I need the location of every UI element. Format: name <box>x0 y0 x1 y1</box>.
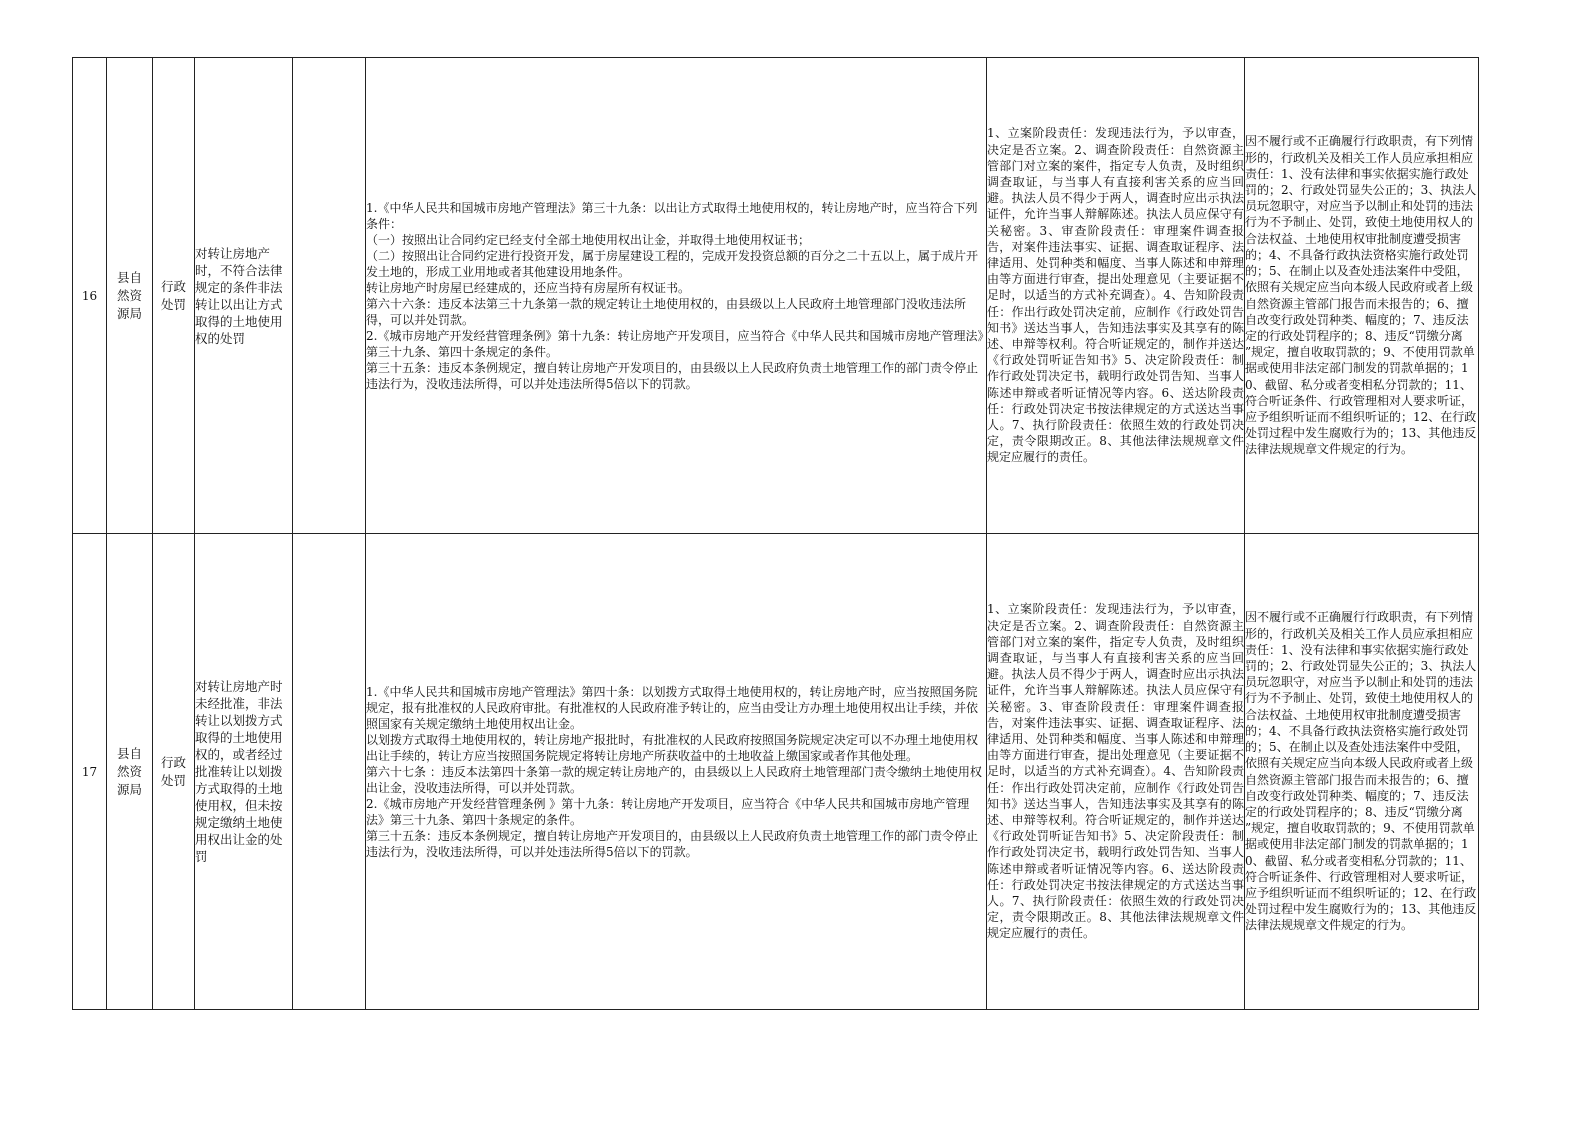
legal-basis-cell <box>366 58 987 534</box>
table-row <box>73 534 1479 1010</box>
legal-basis-line: （二）按照出让合同约定进行投资开发，属于房屋建设工程的，完成开发投资总额的百分之二十五以上，属于成片开发土地的，形成工业用地或者其他建设用地条件。 <box>366 248 979 279</box>
category-cell <box>153 58 195 534</box>
legal-basis-line: 1.《中华人民共和国城市房地产管理法》第四十条：以划拨方式取得土地使用权的，转让房地产时，应当按照国务院规定，报有批准权的人民政府审批。有批准权的人民政府准予转让的，应当由受让方办理土地使用权出让手续，并依照国家有关规定缴纳土地使用权出让金。 <box>366 684 979 731</box>
power-list-table <box>72 57 1479 1010</box>
department-cell <box>107 58 153 534</box>
accountability-cell <box>1245 534 1479 1010</box>
department-cell <box>107 534 153 1010</box>
legal-basis-line: 以划拨方式取得土地使用权的，转让房地产报批时，有批准权的人民政府按照国务院规定决定可以不办理土地使用权出让手续的，转让方应当按照国务院规定将转让房地产所获收益中的土地收益上缴国家或者作其他处理。 <box>366 732 979 763</box>
legal-basis-line: 2.《城市房地产开发经营管理条例》第十九条：转让房地产开发项目，应当符合《中华人民共和国城市房地产管理法》第三十九条、第四十条规定的条件。 <box>366 328 984 359</box>
responsibility-text: 1、立案阶段责任：发现违法行为，予以审查，决定是否立案。2、调查阶段责任：自然资源主管部门对立案的案件，指定专人负责，及时组织调查取证，与当事人有直接利害关系的应当回避。执法人员不得少于两人，调查时应出示执法证件，允许当事人辩解陈述。执法人员应保守有关秘密。3、审查阶段责任：审理案件调查报告，对案件违法事实、证据、调查取证程序、法律适用、处罚种类和幅度、当事人陈述和申辩理由等方面进行审查，提出处理意见（主要证据不足时，以适当的方式补充调查）。4、告知阶段责任：作出行政处罚决定前，应制作《行政处罚告知书》送达当事人，告知违法事实及其享有的陈述、申辩等权利。符合听证规定的，制作并送达《行政处罚听证告知书》5、决定阶段责任：制作行政处罚决定书，载明行政处罚告知、当事人陈述申辩或者听证情况等内容。6、送达阶段责任：行政处罚决定书按法律规定的方式送达当事人。7、执行阶段责任：依照生效的行政处罚决定，责令限期改正。8、其他法律法规规章文件规定应履行的责任。 <box>987 126 1244 465</box>
responsibility-cell <box>987 58 1245 534</box>
power-category: 行政处罚 <box>160 754 186 788</box>
item-name: 对转让房地产时，不符合法律规定的条件非法转让以出让方式取得的土地使用权的处罚 <box>195 245 283 346</box>
category-cell <box>153 534 195 1010</box>
row-number: 17 <box>73 534 107 1010</box>
sub-item-cell <box>293 58 366 534</box>
responsibility-text: 1、立案阶段责任：发现违法行为，予以审查，决定是否立案。2、调查阶段责任：自然资源主管部门对立案的案件，指定专人负责，及时组织调查取证，与当事人有直接利害关系的应当回避。执法人员不得少于两人，调查时应出示执法证件，允许当事人辩解陈述。执法人员应保守有关秘密。3、审查阶段责任：审理案件调查报告，对案件违法事实、证据、调查取证程序、法律适用、处罚种类和幅度、当事人陈述和申辩理由等方面进行审查，提出处理意见（主要证据不足时，以适当的方式补充调查）。4、告知阶段责任：作出行政处罚决定前，应制作《行政处罚告知书》送达当事人，告知违法事实及其享有的陈述、申辩等权利。符合听证规定的，制作并送达《行政处罚听证告知书》5、决定阶段责任：制作行政处罚决定书，载明行政处罚告知、当事人陈述申辩或者听证情况等内容。6、送达阶段责任：行政处罚决定书按法律规定的方式送达当事人。7、执行阶段责任：依照生效的行政处罚决定，责令限期改正。8、其他法律法规规章文件规定应履行的责任。 <box>987 602 1244 941</box>
legal-basis-line: 第六十六条：违反本法第三十九条第一款的规定转让土地使用权的，由县级以上人民政府土地管理部门没收违法所得，可以并处罚款。 <box>366 296 967 327</box>
legal-basis-line: 转让房地产时房屋已经建成的，还应当持有房屋所有权证书。 <box>366 280 691 295</box>
legal-basis-line: 第六十七条 ：违反本法第四十条第一款的规定转让房地产的，由县级以上人民政府土地管理部门责令缴纳土地使用权出让金，没收违法所得，可以并处罚款。 <box>366 764 982 795</box>
legal-basis-line: 第三十五条：违反本条例规定，擅自转让房地产开发项目的，由县级以上人民政府负责土地管理工作的部门责令停止违法行为，没收违法所得，可以并处违法所得5倍以下的罚款。 <box>366 828 979 859</box>
sub-item-cell <box>293 534 366 1010</box>
department-name: 县自然资源局 <box>116 745 142 797</box>
power-category: 行政处罚 <box>160 278 186 312</box>
legal-basis-line: 2.《城市房地产开发经营管理条例 》第十九条：转让房地产开发项目，应当符合《中华人民共和国城市房地产管理法》第三十九条、第四十条规定的条件。 <box>366 796 970 827</box>
legal-basis-cell <box>366 534 987 1010</box>
item-cell <box>195 534 293 1010</box>
accountability-cell <box>1245 58 1479 534</box>
legal-basis-line: 第三十五条：违反本条例规定，擅自转让房地产开发项目的，由县级以上人民政府负责土地管理工作的部门责令停止违法行为，没收违法所得，可以并处违法所得5倍以下的罚款。 <box>366 360 979 391</box>
accountability-text: 因不履行或不正确履行行政职责，有下列情形的，行政机关及相关工作人员应承担相应责任：1、没有法律和事实依据实施行政处罚的；2、行政处罚显失公正的；3、执法人员玩忽职守，对应当予以制止和处罚的违法行为不予制止、处罚，致使土地使用权人的合法权益、土地使用权审批制度遭受损害的；4、不具备行政执法资格实施行政处罚的；5、在制止以及查处违法案件中受阻，依照有关规定应当向本级人民政府或者上级自然资源主管部门报告而未报告的；6、擅自改变行政处罚种类、幅度的；7、违反法定的行政处罚程序的；8、违反“罚缴分离 ”规定，擅自收取罚款的；9、不使用罚款单据或使用非法定部门制发的罚款单据的；10、截留、私分或者变相私分罚款的；11、符合听证条件、行政管理相对人要求听证，应予组织听证而不组织听证的；12、在行政处罚过程中发生腐败行为的；13、其他违反法律法规规章文件规定的行为。 <box>1245 610 1477 933</box>
responsibility-cell <box>987 534 1245 1010</box>
legal-basis-line: （一）按照出让合同约定已经支付全部土地使用权出让金，并取得土地使用权证书； <box>366 232 811 247</box>
table-row <box>73 58 1479 534</box>
item-name: 对转让房地产时未经批准，非法转让以划拨方式取得的土地使用权的，或者经过批准转让以划拨方式取得的土地使用权，但未按规定缴纳土地使用权出让金的处罚 <box>195 679 283 864</box>
accountability-text: 因不履行或不正确履行行政职责，有下列情形的，行政机关及相关工作人员应承担相应责任：1、没有法律和事实依据实施行政处罚的；2、行政处罚显失公正的；3、执法人员玩忽职守，对应当予以制止和处罚的违法行为不予制止、处罚，致使土地使用权人的合法权益、土地使用权审批制度遭受损害的；4、不具备行政执法资格实施行政处罚的；5、在制止以及查处违法案件中受阻，依照有关规定应当向本级人民政府或者上级自然资源主管部门报告而未报告的；6、擅自改变行政处罚种类、幅度的；7、违反法定的行政处罚程序的；8、违反“罚缴分离 ”规定，擅自收取罚款的；9、不使用罚款单据或使用非法定部门制发的罚款单据的；10、截留、私分或者变相私分罚款的；11、符合听证条件、行政管理相对人要求听证，应予组织听证而不组织听证的；12、在行政处罚过程中发生腐败行为的；13、其他违反法律法规规章文件规定的行为。 <box>1245 134 1477 457</box>
item-cell <box>195 58 293 534</box>
legal-basis-line: 1.《中华人民共和国城市房地产管理法》第三十九条：以出让方式取得土地使用权的，转让房地产时，应当符合下列条件： <box>366 200 978 231</box>
row-number: 16 <box>73 58 107 534</box>
department-name: 县自然资源局 <box>116 269 142 321</box>
